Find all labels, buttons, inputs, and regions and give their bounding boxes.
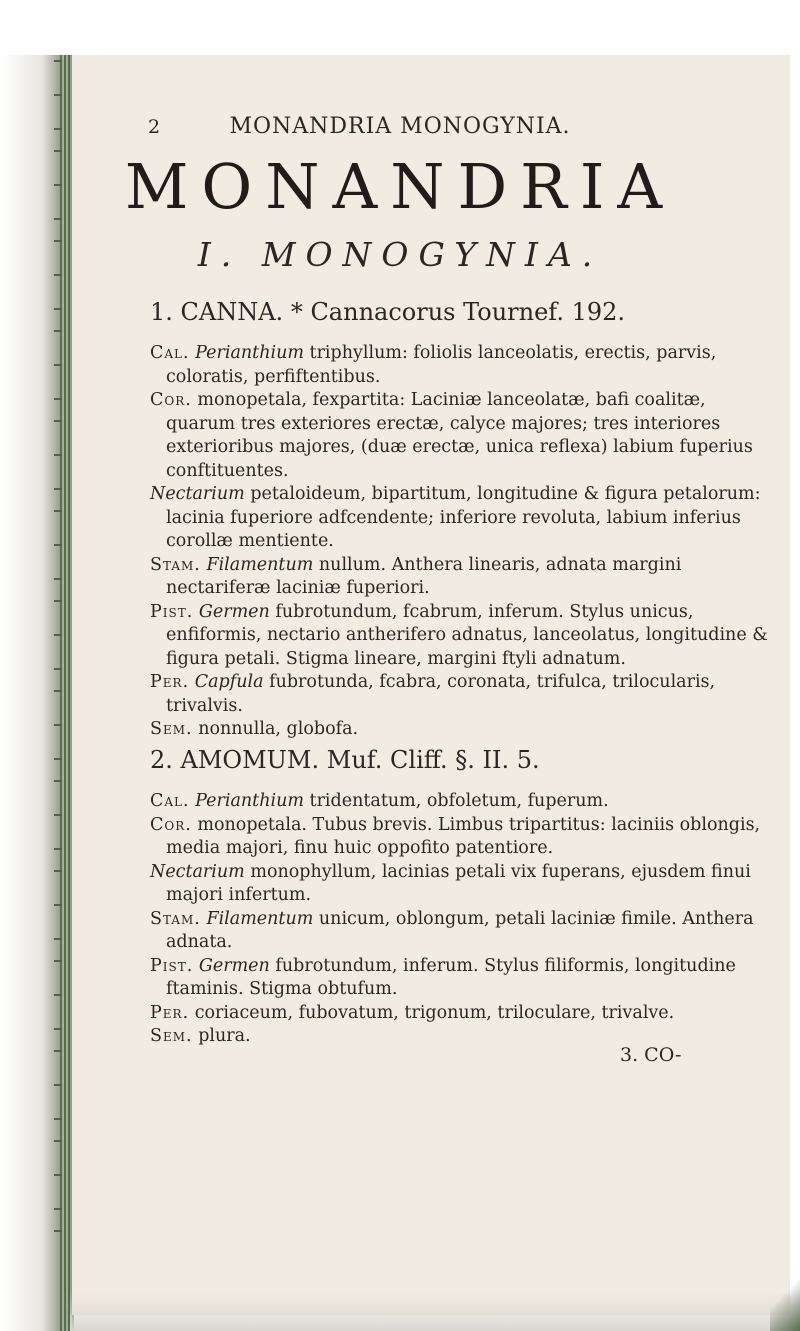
description-line	[150, 554, 770, 601]
stitch-mark	[54, 1050, 62, 1052]
organ-abbreviation: Per.	[150, 1002, 190, 1023]
organ-description: monopetala. Tubus brevis. Limbus tripartitus: laciniis oblongis, media majori, finu huic oppofito patentiore.	[166, 814, 761, 858]
organ-description: monophyllum, lacinias petali vix fuperans, ejusdem finui majori infertum.	[166, 861, 751, 905]
organ-description: nonnulla, globofa.	[198, 719, 359, 739]
stitch-mark	[54, 758, 62, 760]
stitch-mark	[54, 454, 62, 456]
description-line	[150, 861, 770, 908]
organ-abbreviation: Sem.	[150, 719, 193, 739]
page-corner-shadow	[770, 1271, 800, 1331]
organ-abbreviation: Cal.	[150, 343, 190, 363]
stitch-mark	[54, 848, 62, 850]
organ-term: Filamentum	[206, 908, 314, 929]
organ-abbreviation: Stam.	[150, 554, 201, 575]
stitch-mark	[54, 60, 62, 62]
stitch-mark	[54, 938, 62, 940]
stitch-mark	[54, 1140, 62, 1142]
stitch-mark	[54, 420, 62, 422]
description-line	[150, 1002, 770, 1026]
description-line	[150, 342, 770, 389]
organ-description: fubrotundum, fcabrum, inferum. Stylus unicus, enfiformis, nectario antherifero adnatus, lanceolatus, longitudine & figura petali. Stigma lineare, margini ftyli adnatum.	[166, 601, 768, 669]
organ-term: Perianthium	[195, 791, 304, 811]
page-number: 2	[148, 116, 161, 138]
stitch-mark	[54, 780, 62, 782]
organ-description: petaloideum, bipartitum, longitudine & figura petalorum: lacinia fuperiore adfcendente; inferiore revoluta, labium inferius corollæ mentiente.	[166, 484, 761, 551]
organ-description: tridentatum, obfoletum, fuperum.	[309, 791, 609, 811]
organ-abbreviation: Pist.	[150, 601, 194, 622]
organ-term: Germen	[198, 601, 270, 622]
organ-abbreviation: Cor.	[150, 814, 192, 835]
stitch-mark	[54, 1174, 62, 1176]
description-line	[150, 601, 770, 672]
organ-abbreviation: Sem.	[150, 1026, 193, 1046]
stitch-mark	[54, 814, 62, 816]
description-line	[150, 718, 770, 742]
description-line	[150, 908, 770, 955]
running-head: MONANDRIA MONOGYNIA.	[229, 114, 571, 139]
stitch-mark	[54, 960, 62, 962]
organ-term: Filamentum	[206, 554, 314, 575]
organ-abbreviation: Cor.	[150, 390, 192, 410]
stitch-mark	[54, 510, 62, 512]
description-line	[150, 483, 770, 554]
organ-term: Nectarium	[150, 861, 245, 882]
stitch-mark	[54, 308, 62, 310]
organ-abbreviation: Pist.	[150, 955, 194, 976]
description-line	[150, 814, 770, 861]
stitch-mark	[54, 544, 62, 546]
organ-description: monopetala, fexpartita: Laciniæ lanceolatæ, bafi coalitæ, quarum tres exteriores erectæ, calyce majores; tres interiores exterioribus majores, (duæ erectæ, unica reflexa) labium fuperius conftituentes.	[166, 390, 753, 481]
organ-description: fubrotundum, inferum. Stylus filiformis, longitudine ftaminis. Stigma obtufum.	[166, 955, 736, 999]
organ-description: fubrotunda, fcabra, coronata, trifulca, trilocularis, trivalvis.	[166, 672, 716, 716]
organ-description: plura.	[198, 1026, 251, 1046]
organ-description: coriaceum, fubovatum, trigonum, triloculare, trivalve.	[194, 1002, 675, 1023]
stitch-mark	[54, 994, 62, 996]
stitch-mark	[54, 330, 62, 332]
description-line	[150, 955, 770, 1002]
stitch-mark	[54, 1084, 62, 1086]
stitch-mark	[54, 690, 62, 692]
genus-description-canna	[150, 342, 770, 742]
description-line	[150, 389, 770, 483]
genus-description-amomum	[150, 790, 770, 1049]
stitch-mark	[54, 1118, 62, 1120]
stitch-mark	[54, 1208, 62, 1210]
organ-abbreviation: Per.	[150, 672, 190, 692]
organ-description: triphyllum: foliolis lanceolatis, erectis, parvis, coloratis, perfiftentibus.	[166, 343, 717, 387]
stitch-mark	[54, 398, 62, 400]
stitch-mark	[54, 634, 62, 636]
order-title: I. MONOGYNIA.	[197, 235, 603, 274]
stitch-mark	[54, 274, 62, 276]
organ-abbreviation: Cal.	[150, 791, 190, 811]
stitch-mark	[54, 94, 62, 96]
organ-term: Germen	[198, 955, 270, 976]
stitch-mark	[54, 578, 62, 580]
stitch-mark	[54, 668, 62, 670]
description-line	[150, 671, 770, 718]
stitch-mark	[54, 364, 62, 366]
stitch-mark	[54, 724, 62, 726]
stitch-mark	[54, 1028, 62, 1030]
stitch-mark	[54, 1230, 62, 1232]
organ-description: nullum. Anthera linearis, adnata margini nectariferæ laciniæ fuperiori.	[166, 554, 682, 598]
stitch-mark	[54, 870, 62, 872]
class-title: MONANDRIA	[124, 150, 676, 223]
genus-heading-amomum: 2. AMOMUM. Muf. Cliff. §. II. 5.	[150, 746, 540, 774]
genus-heading-canna: 1. CANNA. * Cannacorus Tournef. 192.	[150, 298, 626, 326]
stitch-mark	[54, 600, 62, 602]
organ-term: Perianthium	[195, 343, 304, 363]
page-bottom-shadow	[70, 1291, 800, 1331]
stitch-mark	[54, 488, 62, 490]
organ-term: Nectarium	[150, 484, 245, 504]
catchword: 3. CO-	[620, 1044, 682, 1066]
organ-term: Capfula	[194, 672, 264, 692]
organ-abbreviation: Stam.	[150, 908, 201, 929]
organ-description: unicum, oblongum, petali laciniæ fimile. Anthera adnata.	[166, 908, 754, 952]
description-line	[150, 790, 770, 814]
stitch-mark	[54, 904, 62, 906]
